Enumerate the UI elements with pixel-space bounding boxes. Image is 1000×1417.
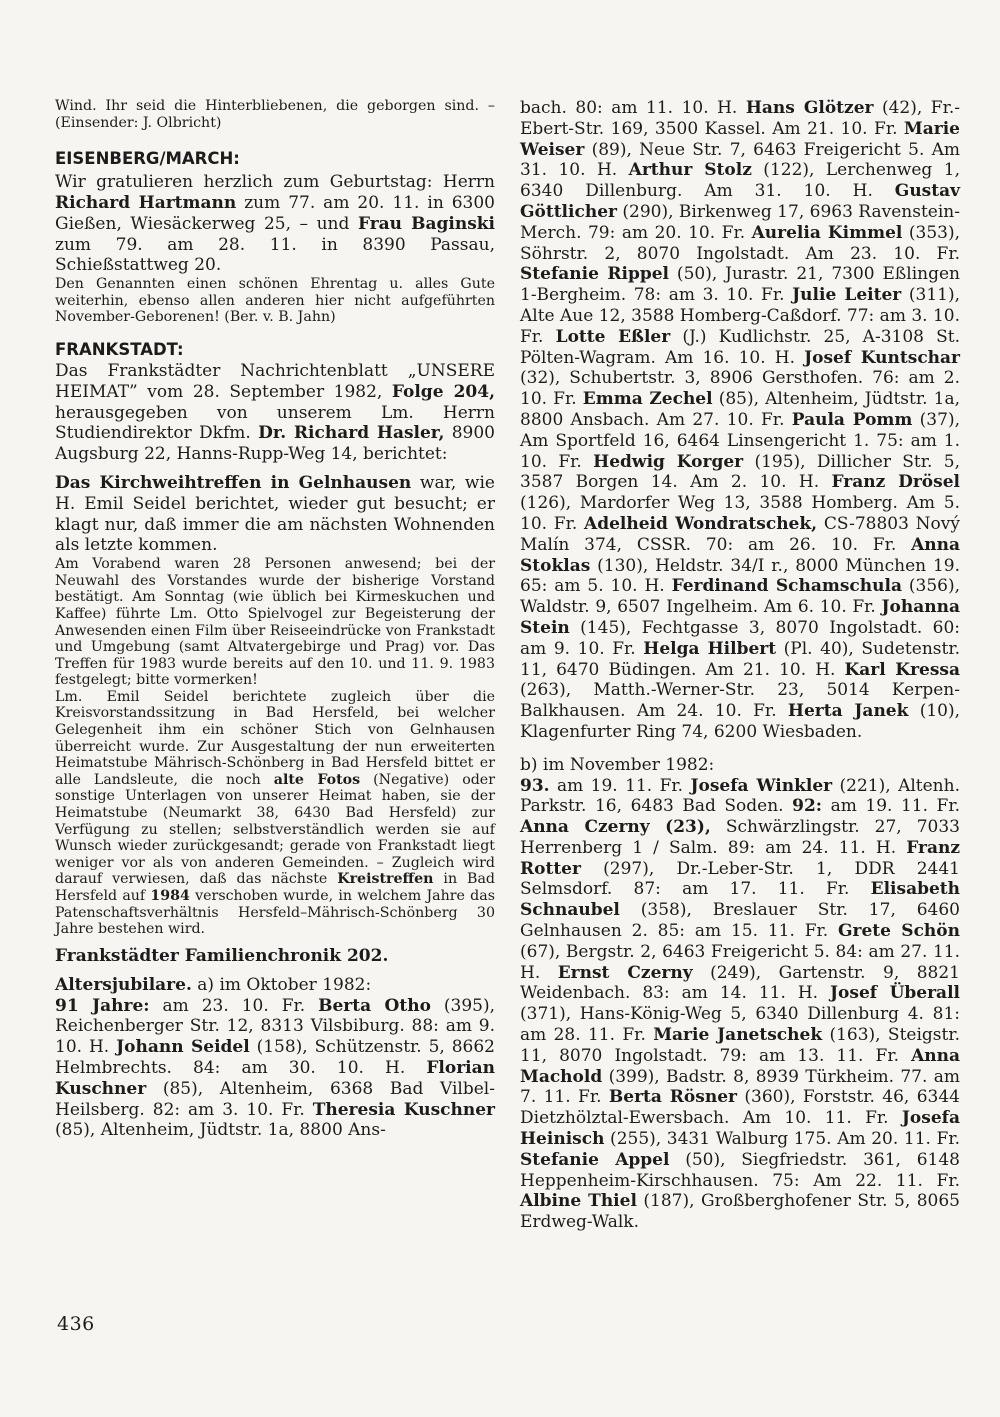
october-birthdays-continued: bach. 80: am 11. 10. H. Hans Glötzer (42), Fr.-Ebert-Str. 169, 3500 Kassel. Am 21. 10. Fr. Marie Weiser (89), Neue Str. 7, 6463 Freigericht 5. Am 31. 10. H. Arthur Stolz (122), Lerchenweg 1, 6340 Dillenburg. Am 31. 10. H. Gustav Göttlicher (290), Birkenweg 17, 6963 Ravenstein-Merch. 79: am 20. 10. Fr. Aurelia Kimmel (353), Söhrstr. 2, 8070 Ingolstadt. Am 23. 10. Fr. Stefanie Rippel (50), Jurastr. 21, 7300 Eßlingen 1-Bergheim. 78: am 3. 10. Fr. Julie Leiter (311), Alte Aue 12, 3588 Homberg-Caßdorf. 77: am 3. 10. Fr. Lotte Eßler (J.) Kudlichstr. 25, A-3108 St. Pölten-Wagram. Am 16. 10. H. Josef Kuntschar (32), Schubertstr. 3, 8906 Gersthofen. 76: am 2. 10. Fr. Emma Zechel (85), Altenheim, Jüdtstr. 1a, 8800 Ansbach. Am 27. 10. Fr. Paula Pomm (37), Am Sportfeld 16, 6464 Linsengericht 1. 75: am 1. 10. Fr. Hedwig Korger (195), Dillicher Str. 5, 3587 Borgen 14. Am 2. 10. H. Franz Drösel (126), Mardorfer Weg 13, 3588 Homberg. Am 5. 10. Fr. Adelheid Wondratschek, CS-78803 Nový Malín 374, CSSR. 70: am 26. 10. Fr. Anna Stoklas (130), Heldstr. 34/I r., 8000 München 19. 65: am 5. 10. H. Ferdinand Schamschula (356), Waldstr. 9, 6507 Ingelheim. Am 6. 10. Fr. Johanna Stein (145), Fechtgasse 3, 8070 Ingolstadt. 60: am 9. 10. Fr. Helga Hilbert (Pl. 40), Sudetenstr. 11, 6470 Büdingen. Am 21. 10. H. Karl Kressa (263), Matth.-Werner-Str. 23, 5014 Kerpen-Balkhausen. Am 24. 10. Fr. Herta Janek (10), Klagenfurter Ring 74, 6200 Wiesbaden. — [520, 98, 961, 742]
right-column — [520, 98, 960, 1233]
chronik-heading: Frankstädter Familienchronik 202. — [55, 945, 389, 966]
left-column — [55, 98, 495, 1141]
section-heading-frankstadt: FRANKSTADT: — [55, 339, 184, 359]
november-heading: b) im November 1982: — [520, 754, 715, 775]
vorabend-paragraph: Am Vorabend waren 28 Personen anwesend; bei der Neuwahl des Vorstandes wurde der bisherige Vorstand bestätigt. Am Sonntag (wie üblich bei Kirmeskuchen und Kaffee) führte Lm. Otto Spielvogel zur Begeisterung der Anwesenden einen Film über Reiseeindrücke von Frankstadt und Umgebung (samt Altvatergebirge und Prag) vor. Das Treffen für 1983 wurde bereits auf den 10. und 11. 9. 1983 festgelegt; bitte vormerken! — [55, 556, 495, 689]
kirchweih-paragraph: Das Kirchweihtreffen in Gelnhausen war, wie H. Emil Seidel berichtet, wieder gut besucht; er klagt nur, daß immer die am nächsten Wohnenden als letzte kommen. — [55, 472, 495, 556]
november-birthdays-list: 93. am 19. 11. Fr. Josefa Winkler (221), Altenh. Parkstr. 16, 6483 Bad Soden. 92: am 19. 11. Fr. Anna Czerny (23), Schwärzlingstr. 27, 7033 Herrenberg 1 / Salm. 89: am 24. 11. H. Franz Rotter (297), Dr.-Leber-Str. 1, DDR 2441 Selmsdorf. 87: am 17. 11. Fr. Elisabeth Schnaubel (358), Breslauer Str. 17, 6460 Gelnhausen 2. 85: am 15. 11. Fr. Grete Schön (67), Bergstr. 2, 6463 Freigericht 5. 84: am 27. 11. H. Ernst Czerny (249), Gartenstr. 9, 8821 Weidenbach. 83: am 14. 11. H. Josef Überall (371), Hans-König-Weg 5, 6340 Dillenburg 4. 81: am 28. 11. Fr. Marie Janetschek (163), Steigstr. 11, 8070 Ingolstadt. 79: am 13. 11. Fr. Anna Machold (399), Badstr. 8, 8939 Türkheim. 77. am 7. 11. Fr. Berta Rösner (360), Forststr. 46, 6344 Dietzhölztal-Ewersbach. Am 10. 11. Fr. Josefa Heinisch (255), 3431 Walburg 175. Am 20. 11. Fr. Stefanie Appel (50), Siegfriedstr. 361, 6148 Heppenheim-Kirschhausen. 75: Am 22. 11. Fr. Albine Thiel (187), Großberghofener Str. 5, 8065 Erdweg-Walk. — [520, 775, 961, 1233]
section-heading-eisenberg: EISENBERG/MARCH: — [55, 149, 240, 169]
page-number: 436 — [57, 1313, 95, 1335]
altersjubilare-heading: Altersjubilare. a) im Oktober 1982: — [55, 974, 372, 995]
eisenberg-paragraph: Wir gratulieren herzlich zum Geburtstag: Herrn Richard Hartmann zum 77. am 20. 11. in 6300 Gießen, Wiesäckerweg 25, – und Frau Baginski zum 79. am 28. 11. in 8390 Passau, Schießstattweg 20. — [55, 172, 495, 276]
october-birthdays-list: 91 Jahre: am 23. 10. Fr. Berta Otho (395), Reichenberger Str. 12, 8313 Vilsbiburg. 88: am 9. 10. H. Johann Seidel (158), Schützenstr. 5, 8662 Helmbrechts. 84: am 30. 10. H. Florian Kuschner (85), Altenheim, 6368 Bad Vilbel-Heilsberg. 82: am 3. 10. Fr. Theresia Kuschner (85), Altenheim, Jüdtstr. 1a, 8800 Ans- — [55, 995, 495, 1141]
intro-text: Wind. Ihr seid die Hinterbliebenen, die geborgen sind. – (Einsender: J. Olbricht) — [55, 98, 495, 131]
eisenberg-note: Den Genannten einen schönen Ehrentag u. alles Gute weiterhin, ebenso allen anderen hier nicht aufgeführten November-Geborenen! (Ber. v. B. Jahn) — [55, 276, 495, 326]
kreisvorstand-paragraph: Lm. Emil Seidel berichtete zugleich über die Kreisvorstandssitzung in Bad Hersfeld, bei welcher Gelegenheit ihm ein schöner Stich von Gelnhausen überreicht wurde. Zur Ausgestaltung der nun erweiterten Heimatstube Mährisch-Schönberg in Bad Hersfeld bittet er alle Landsleute, die noch alte Fotos (Negative) oder sonstige Unterlagen von unserer Heimat haben, sie der Heimatstube (Neumarkt 38, 6430 Bad Hersfeld) zur Verfügung zu stellen; selbstverständlich werden sie auf Wunsch wieder zurückgesandt; gerade von Frankstadt liegt weniger vor als von anderen Gemeinden. – Zugleich wird darauf verwiesen, daß das nächste Kreistreffen in Bad Hersfeld auf 1984 verschoben wurde, in welchem Jahre das Patenschaftsverhältnis Hersfeld–Mährisch-Schönberg 30 Jahre bestehen wird. — [55, 688, 495, 938]
frankstadt-intro: Das Frankstädter Nachrichtenblatt „UNSERE HEIMAT” vom 28. September 1982, Folge 204, herausgegeben von unserem Lm. Herrn Studiendirektor Dkfm. Dr. Richard Hasler, 8900 Augsburg 22, Hanns-Rupp-Weg 14, berichtet: — [55, 360, 496, 465]
